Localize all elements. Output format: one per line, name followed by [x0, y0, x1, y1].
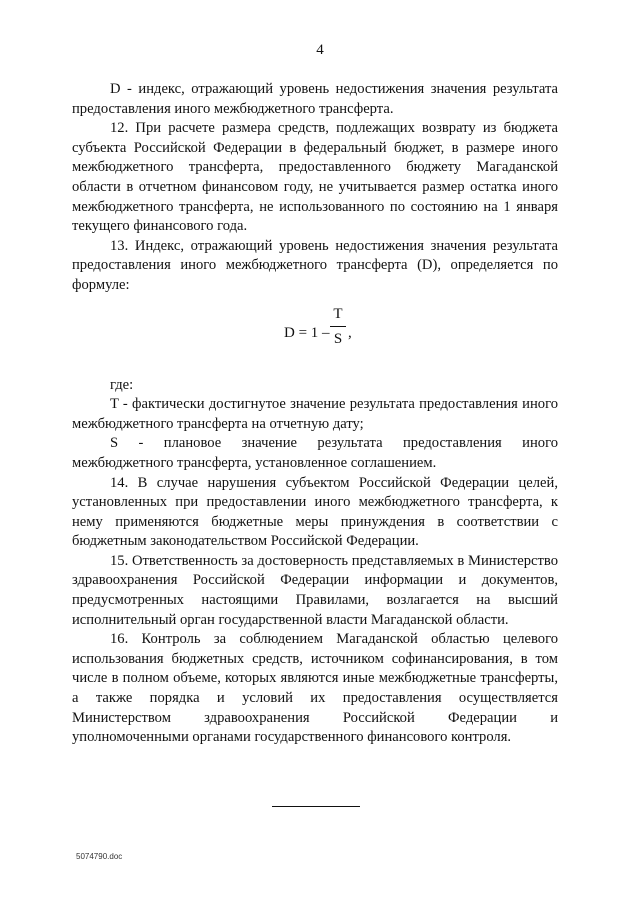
formula-numerator: T: [333, 305, 343, 322]
paragraph-16: 16. Контроль за соблюдением Магаданской областью целевого использования бюджетных средств, источником софинансирования, в том числе в полном объеме, которых являются иные межбюджетные трансферты, а также порядка и условий их предоставления осуществляется Министерством здравоохранения Российской Федерации и уполномоченными органами государственного финансового контроля.: [72, 631, 558, 746]
paragraph-t-def: T - фактически достигнутое значение результата предоставления иного межбюджетного трансферта на отчетную дату;: [72, 396, 558, 432]
formula-trail: ,: [348, 324, 352, 341]
formula: [72, 296, 558, 376]
formula-denominator: S: [333, 330, 343, 347]
page-number: 4: [316, 42, 324, 58]
paragraph-15: 15. Ответственность за достоверность представляемых в Министерство здравоохранения Российской Федерации информации и документов, предусмотренных настоящими Правилами, возлагается на высший исполнительный орган государственной власти Магаданской области.: [72, 552, 558, 628]
paragraph-13: 13. Индекс, отражающий уровень недостижения значения результата предоставления иного межбюджетного трансферта (D), определяется по формуле:: [72, 237, 558, 293]
fraction-bar: [330, 326, 346, 327]
paragraph-s-def: S - плановое значение результата предоставления иного межбюджетного трансферта, установленное соглашением.: [72, 435, 558, 471]
end-separator-line: [272, 806, 360, 807]
paragraph-d-index: D - индекс, отражающий уровень недостижения значения результата предоставления иного межбюджетного трансферта.: [72, 81, 558, 117]
paragraph-14: 14. В случае нарушения субъектом Российской Федерации целей, установленных при предоставлении иного межбюджетного трансферта, к нему применяются бюджетные меры принуждения в соответствии с бюджетным законодательством Российской Федерации.: [72, 474, 558, 550]
document-body: [72, 80, 558, 748]
paragraph-12: 12. При расчете размера средств, подлежащих возврату из бюджета субъекта Российской Федерации в федеральный бюджет, в размере иного межбюджетного трансферта, предоставленного бюджету Магаданской области в отчетном финансовом году, не учитывается размер остатка иного межбюджетного трансферта, не использованного по состоянию на 1 января текущего финансового года.: [72, 120, 558, 235]
formula-fraction: [330, 304, 346, 349]
footer-file-code: 5074790.doc: [76, 852, 123, 861]
formula-lhs: D = 1 –: [284, 324, 330, 341]
where-label: где:: [110, 376, 134, 393]
